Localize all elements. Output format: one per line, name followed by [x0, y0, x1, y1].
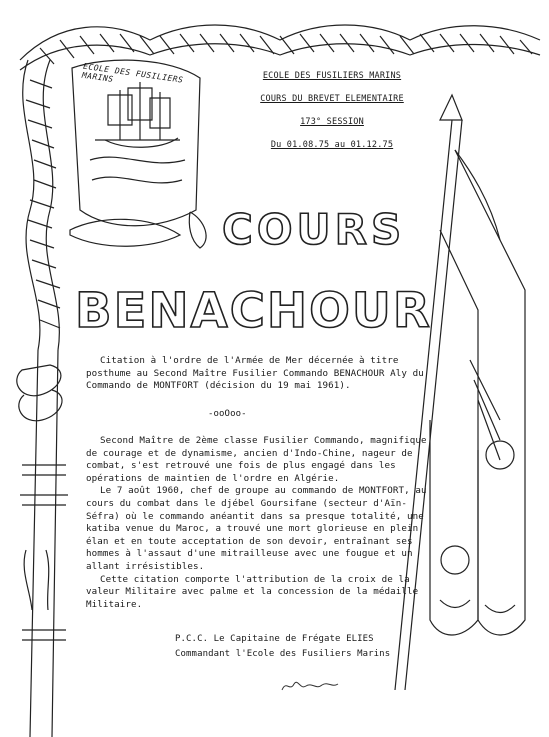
- citation-text: [86, 355, 446, 393]
- separator: -ooOoo-: [208, 409, 247, 419]
- course-name: COURS DU BREVET ELEMENTAIRE: [260, 94, 404, 104]
- oar-icon: [17, 350, 68, 737]
- title-cours: COURS: [222, 205, 406, 254]
- signatory-title: P.C.C. Le Capitaine de Frégate ELIES: [175, 634, 374, 644]
- signatory-role: Commandant l'Ecole des Fusiliers Marins: [175, 649, 391, 659]
- paragraph-3: Cette citation comporte l'attribution de la croix de la valeur Militaire avec palme et la concession de la médaille Militaire.: [86, 573, 419, 610]
- title-name: BENACHOUR: [75, 283, 432, 339]
- citation-paragraph: Citation à l'ordre de l'Armée de Mer décernée à titre posthume au Second Maître Fusilier Commando BENACHOUR Aly du Commando de MONTFORT (décision du 19 mai 1961).: [86, 355, 424, 392]
- citation-body: [86, 435, 431, 611]
- course-header: [222, 70, 442, 162]
- paragraph-2: Le 7 août 1960, chef de groupe au commando de MONTFORT, au cours du combat dans le djébel Goursifane (secteur d'Aïn-Séfra) où le commando anéantit dans sa presque totalité, une katiba venue du Maroc, a trouvé une mort glorieuse en plein élan et en toute acceptation de son devoir, entraînant ses hommes à l'assaut d'une mitrailleuse avec une fougue et un allant irrésistibles.: [86, 485, 427, 572]
- left-rope-icon: [23, 60, 60, 350]
- signature-block: [175, 632, 390, 662]
- course-dates: Du 01.08.75 au 01.12.75: [270, 140, 394, 150]
- school-name: ECOLE DES FUSILIERS MARINS: [262, 71, 402, 81]
- handwritten-signature: [280, 676, 340, 696]
- crest-lettering: ECOLE DES FUSILIERS MARINS: [81, 61, 184, 85]
- paragraph-1: Second Maître de 2ème classe Fusilier Commando, magnifique de courage et de dynamisme, ancien d'Indo-Chine, nageur de combat, s'est retrouvé une fois de plus engagé dans les opérations de maintien de l'ordre en Algérie.: [86, 435, 427, 484]
- session-number: 173° SESSION: [300, 117, 364, 127]
